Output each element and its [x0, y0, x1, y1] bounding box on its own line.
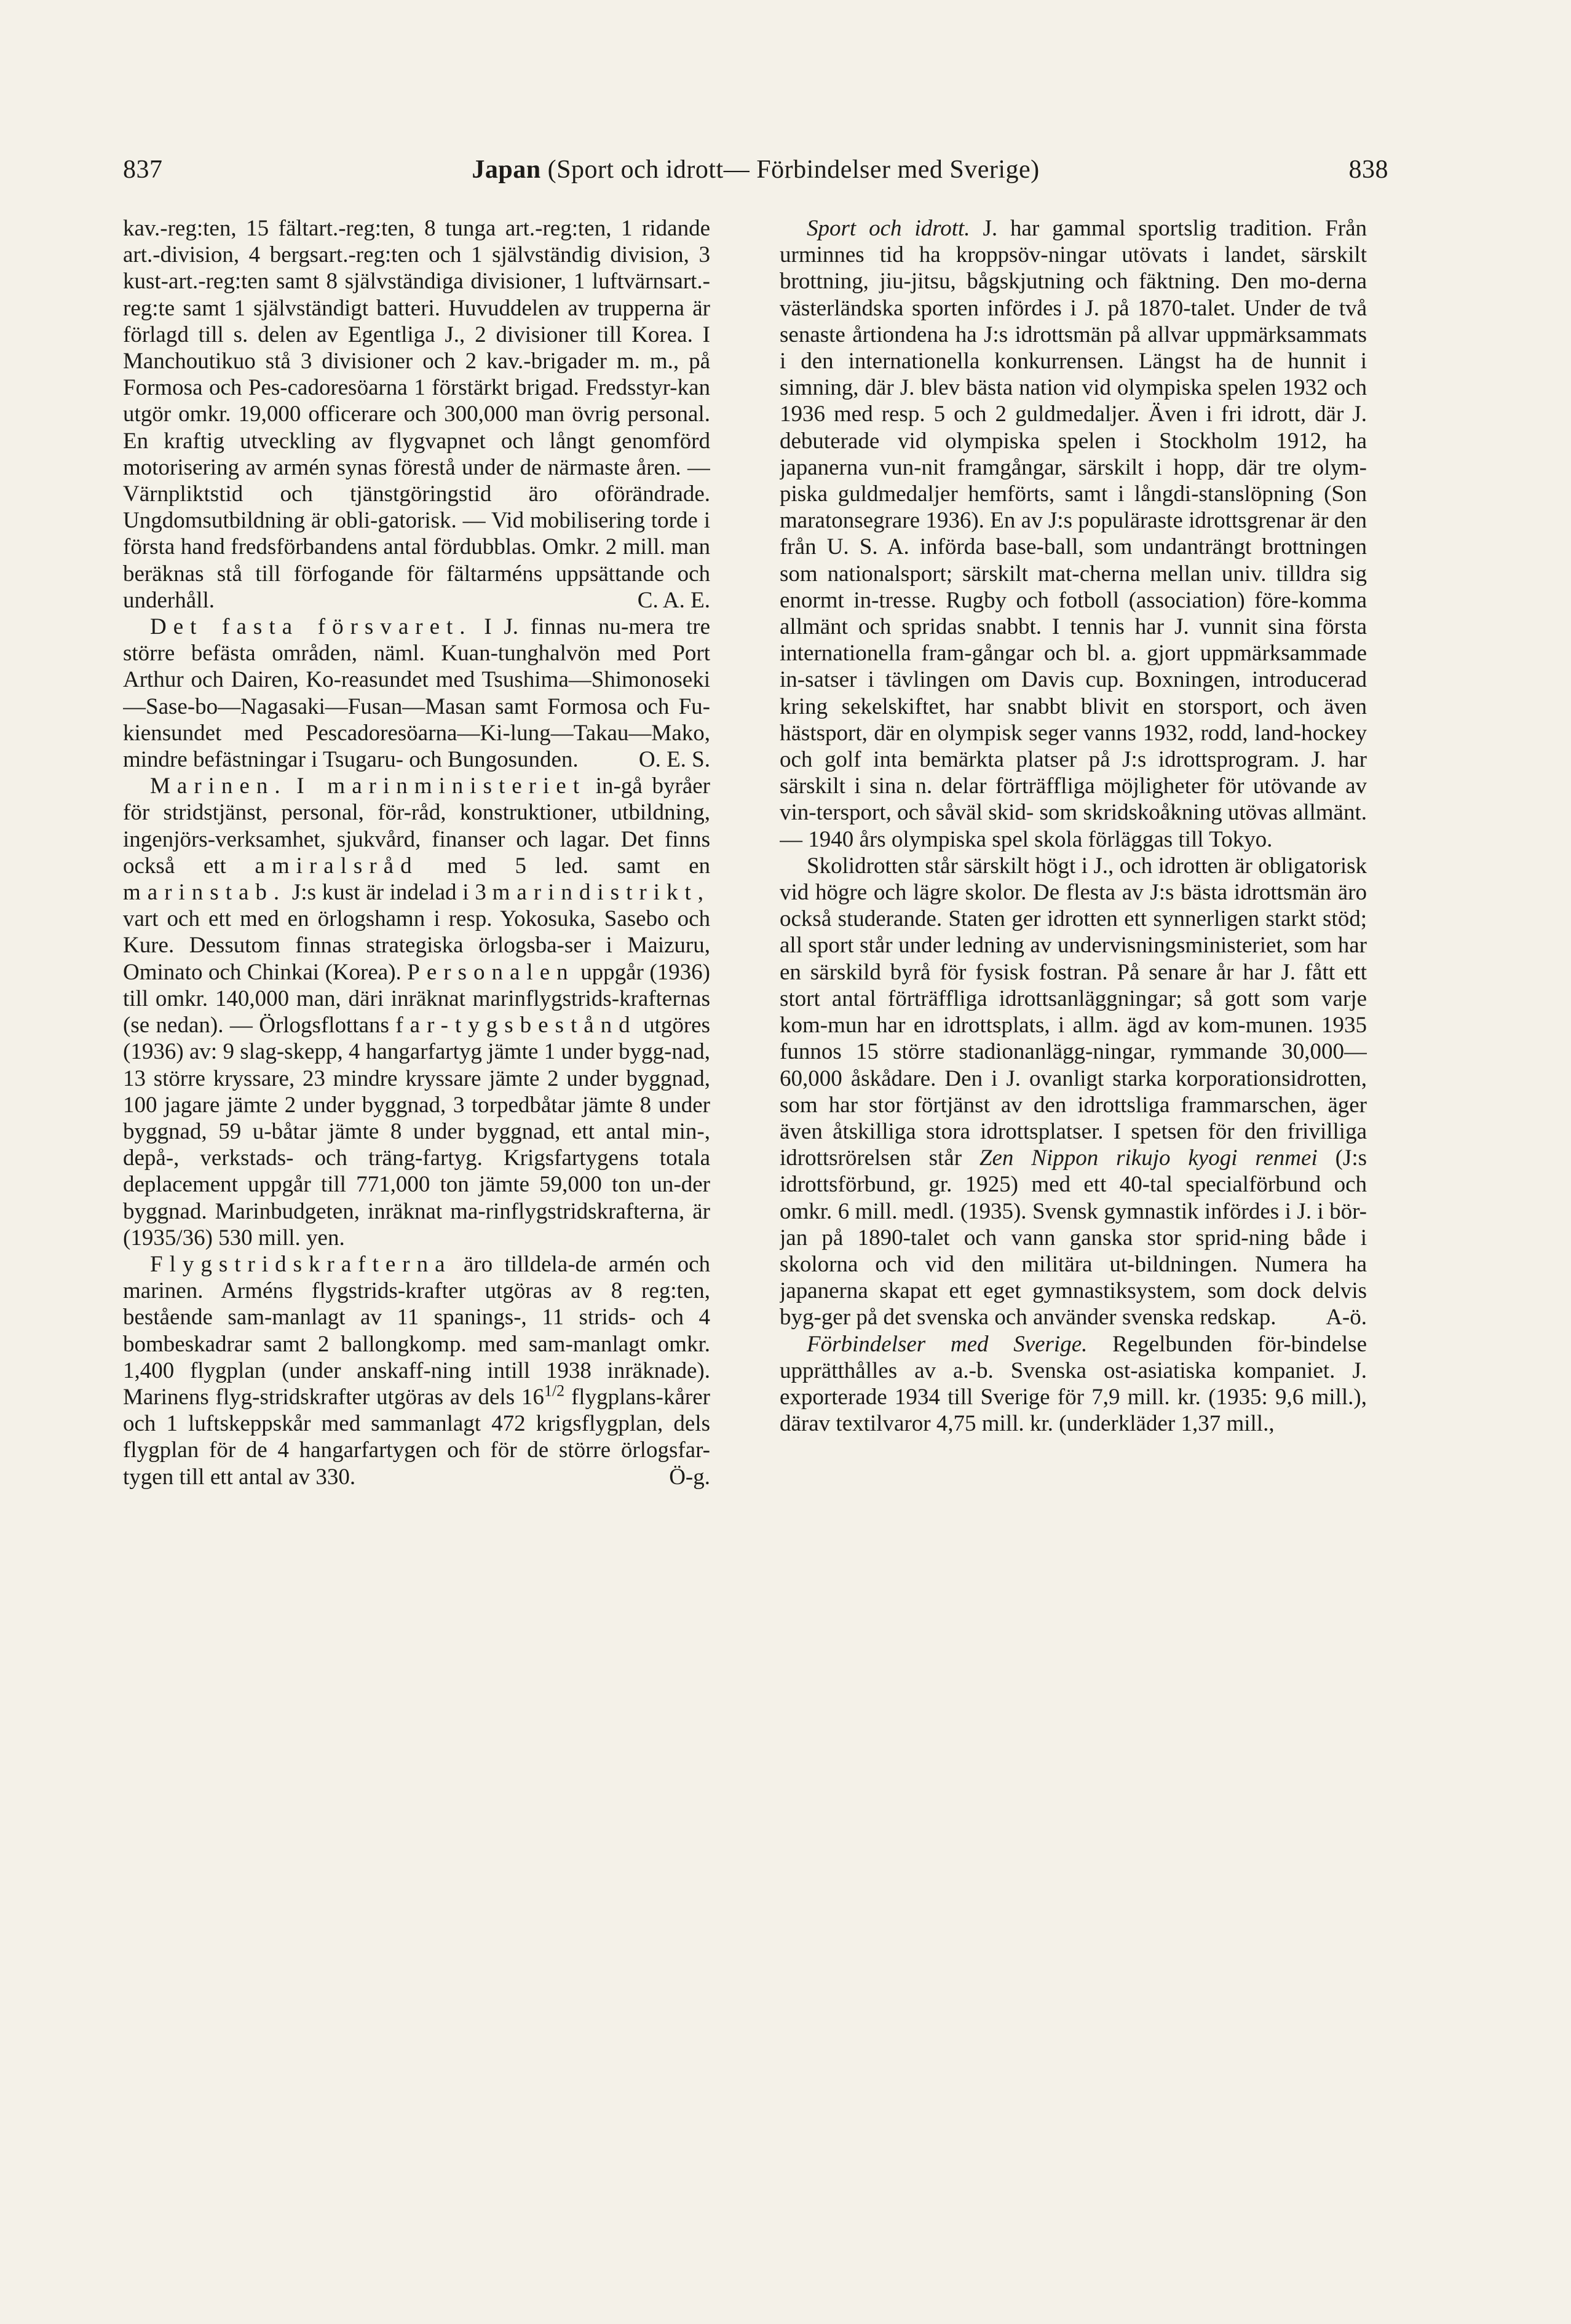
army-paragraph [123, 215, 710, 614]
naval-district-term: marindistrikt, [492, 880, 710, 906]
admiralty-term: amiralsråd [255, 853, 419, 879]
air-force-fraction: 1/2 [544, 1381, 565, 1400]
navy-text-5: uppgår (1936) till omkr. 140,000 man, däri inräknat marinflygstrids-krafternas (se nedan). — Örlogsflottans [123, 959, 710, 1038]
air-force-text-1: äro tilldela-de armén och marinen. Arméns flygstrids-krafter utgöras av 8 reg:ten, bestående sam-manlagt av 11 spanings-, 11 strids- och 4 bombeskadrar samt 2 ballongkomp. med sam-manlagt omkr. 1,400 flygplan (under anskaff-ning intill 1938 inräknade). Marinens flyg-stridskrafter utgöras av dels 16 [123, 1251, 710, 1410]
relations-text-1: Regelbunden för-bindelse upprätthålles av a.-b. Svenska ost-asiatiska kompaniet. J. exporterade 1934 till Sverige för [780, 1331, 1367, 1410]
navy-paragraph [123, 773, 710, 1251]
right-column [780, 215, 1367, 2244]
federation-name: Zen Nippon rikujo kyogi renmei [979, 1145, 1318, 1171]
navy-ministry-term: I marinministeriet [296, 773, 586, 799]
relations-text-5: mill., [1226, 1411, 1275, 1437]
school-sport-text-2: (J:s idrottsförbund, gr. 1925) med ett 40-tal specialförbund och omkr. 6 mill. medl. (1935). Svensk gymnastik infördes i J. i bör-jan på 1890-talet och vann ganska stor sprid-ning både i skolorna och vid den militära ut-bildningen. Numera ha japanerna skapat ett eget gymnastiksystem, som dock delvis byg-ger på det svenska och använder svenska redskap. [780, 1145, 1367, 1330]
air-force-heading: Flygstridskrafterna [150, 1251, 452, 1277]
running-title-sub: (Sport och idrott— Förbindelser med Sverige) [547, 156, 1040, 184]
sport-paragraph [780, 215, 1367, 853]
running-title [123, 155, 1388, 184]
naval-staff-term: marinstab. [123, 880, 287, 906]
navy-text-1: in-gå byråer för stridstjänst, personal, för-råd, konstruktioner, utbildning, ingenjörs-verksamhet, sjukvård, finanser och lagar. Det finns också ett [123, 773, 710, 879]
school-sport-signature: A-ö. [1326, 1305, 1367, 1330]
navy-text-6: utgöres (1936) av: 9 slag-skepp, 4 hangarfartyg jämte 1 under bygg-nad, 13 större kryssare, 23 mindre kryssare jämte 2 under byggnad, 100 jagare jämte 2 under byggnad, 3 torpedbåtar jämte 8 under byggnad, 59 u-båtar jämte 8 under byggnad, ett antal min-, depå-, verkstads- och träng-fartyg. Krigsfartygens totala deplacement uppgår till 771,000 ton jämte 59,000 ton un-der byggnad. Marinbudgeten, inräknat ma-rinflygstridskrafterna, är (1935/36) 530 mill. yen. [123, 1013, 710, 1251]
navy-text-4: vart och ett med en örlogshamn i resp. Yokosuka, Sasebo och Kure. Dessutom finnas strategiska örlogsba-ser i Maizuru, Ominato och Chinkai (Korea). [123, 906, 710, 985]
fleet-strength-term: far-tygsbestånd [395, 1013, 637, 1038]
navy-text-2: med 5 led. samt en [447, 853, 710, 879]
export-value-1934: 7,9 [1091, 1384, 1120, 1410]
page-header [123, 155, 1388, 194]
relations-heading: Förbindelser med Sverige. [807, 1331, 1088, 1357]
air-force-paragraph [123, 1251, 710, 1490]
right-page-number: 838 [1348, 156, 1388, 184]
export-value-1935: 9,6 [1275, 1384, 1304, 1410]
navy-heading: Marinen. [150, 773, 287, 799]
fortifications-text: I J. finnas nu-mera tre större befästa områden, näml. Kuan-tunghalvön med Port Arthur och Dairen, Ko-reasundet med Tsushima—Shimonoseki—Sase-bo—Nagasaki—Fusan—Masan samt Formosa och Fu-kiensundet med Pescadoresöarna—Ki-lung—Takau—Mako, mindre befästningar i Tsugaru- och Bungosunden. [123, 614, 710, 773]
school-sport-text-1: Skolidrotten står särskilt högt i J., och idrotten är obligatorisk vid högre och lägre skolor. De flesta av J:s bästa idrottsmän äro också studerande. Staten ger idrotten ett synnerligen starkt stöd; all sport står under ledning av undervisningsministeriet, som har en särskild byrå för fysisk fostran. På senare år har J. fått ett stort antal förträffliga idrottsanläggningar; så gott som varje kom-mun har en idrottsplats, i allm. ägd av kom-munen. 1935 funnos 15 större stadionanlägg-ningar, rymmande 30,000—60,000 åskådare. Den i J. ovanligt starka korporationsidrotten, som har stor förtjänst av den idrottsliga frammarschen, äger även åtskilliga stora idrottsplatser. I spetsen för den frivilliga idrottsrörelsen står [780, 853, 1367, 1171]
navy-text-3: J:s kust är indelad i 3 [291, 880, 486, 906]
sport-heading: Sport och idrott. [807, 216, 970, 241]
relations-text-3: mill.), därav textilvaror [780, 1384, 1367, 1437]
army-text: kav.-reg:ten, 15 fältart.-reg:ten, 8 tunga art.-reg:ten, 1 ridande art.-division, 4 bergsart.-reg:ten och 1 självständig division, 3 kust-art.-reg:ten samt 8 självständiga divisioner, 1 luftvärnsart.-reg:te samt 1 självständigt batteri. Huvuddelen av trupperna är förlagd till s. delen av Egentliga J., 2 divisioner till Korea. I Manchoutikuo stå 3 divisioner och 2 kav.-brigader m. m., på Formosa och Pes-cadoresöarna 1 förstärkt brigad. Fredsstyr-kan utgör omkr. 19,000 officerare och 300,000 man övrig personal. En kraftig utveckling av flygvapnet och långt genomförd motorisering av armén synas förestå under de närmaste åren. — Värnpliktstid och tjänstgöringstid äro oförändrade. Ungdomsutbildning är obli-gatorisk. — Vid mobilisering torde i första hand fredsförbandens antal fördubblas. Omkr. 2 mill. man beräknas stå till förfogande för fältarméns uppsättande och underhåll. [123, 216, 710, 613]
air-force-signature: Ö-g. [669, 1464, 710, 1490]
army-signature: C. A. E. [637, 587, 710, 613]
underwear-value: 1,37 [1181, 1411, 1221, 1437]
fortifications-heading: Det fasta försvaret. [150, 614, 472, 640]
personnel-term: Personalen [407, 959, 575, 985]
relations-text-2: mill. kr. (1935: [1127, 1384, 1268, 1410]
sport-text: J. har gammal sportslig tradition. Från urminnes tid ha kroppsöv-ningar utövats i landet, särskilt brottning, jiu-jitsu, bågskjutning och fäktning. Den mo-derna västerländska sporten infördes i J. på 1870-talet. Under de två senaste årtiondena ha J:s idrottsmän på allvar uppmärksammats i den internationella konkurrensen. Längst ha de hunnit i simning, där J. blev bästa nation vid olympiska spelen 1932 och 1936 med resp. 5 och 2 guldmedaljer. Även i fri idrott, där J. debuterade vid olympiska spelen i Stockholm 1912, ha japanerna vun-nit framgångar, särskilt i hopp, där tre olym-piska guldmedaljer hemförts, samt i långdi-stanslöpning (Son maratonsegrare 1936). En av J:s populäraste idrottsgrenar är den från U. S. A. införda base-ball, som undanträngt brottningen som nationalsport; särskilt mat-cherna mellan univ. tilldra sig enormt in-tresse. Rugby och fotboll (association) före-komma allmänt och spridas snabbt. I tennis har J. vunnit sina första internationella fram-gångar och bl. a. gjort uppmärksammade in-satser i tävlingen om Davis cup. Boxningen, introducerad kring sekelskiftet, har snabbt blivit en storsport, och även hästsport, där en olympisk seger vanns 1932, rodd, land-hockey och golf inta bemärkta platser på J:s idrottsprogram. J. har särskilt i sina n. delar förträffliga möjligheter för utövande av vin-tersport, och såväl skid- som skridskoåkning utövas allmänt. — 1940 års olympiska spel skola förläggas till Tokyo. [780, 216, 1367, 852]
relations-paragraph [780, 1331, 1367, 1437]
fortifications-signature: O. E. S. [638, 747, 710, 773]
relations-text-4: mill. kr. (underkläder [981, 1411, 1176, 1437]
left-column [123, 215, 710, 2244]
running-title-main: Japan [472, 156, 541, 184]
fortifications-paragraph [123, 614, 710, 773]
school-sport-paragraph [780, 853, 1367, 1331]
textile-value: 4,75 [936, 1411, 976, 1437]
air-force-text-2: flygplans-kårer och 1 luftskeppskår med sammanlagt 472 krigsflygplan, dels flygplan för de 4 hangarfartygen och för de större örlogsfar-tygen till ett antal av 330. [123, 1384, 710, 1490]
left-page-number: 837 [123, 156, 163, 184]
